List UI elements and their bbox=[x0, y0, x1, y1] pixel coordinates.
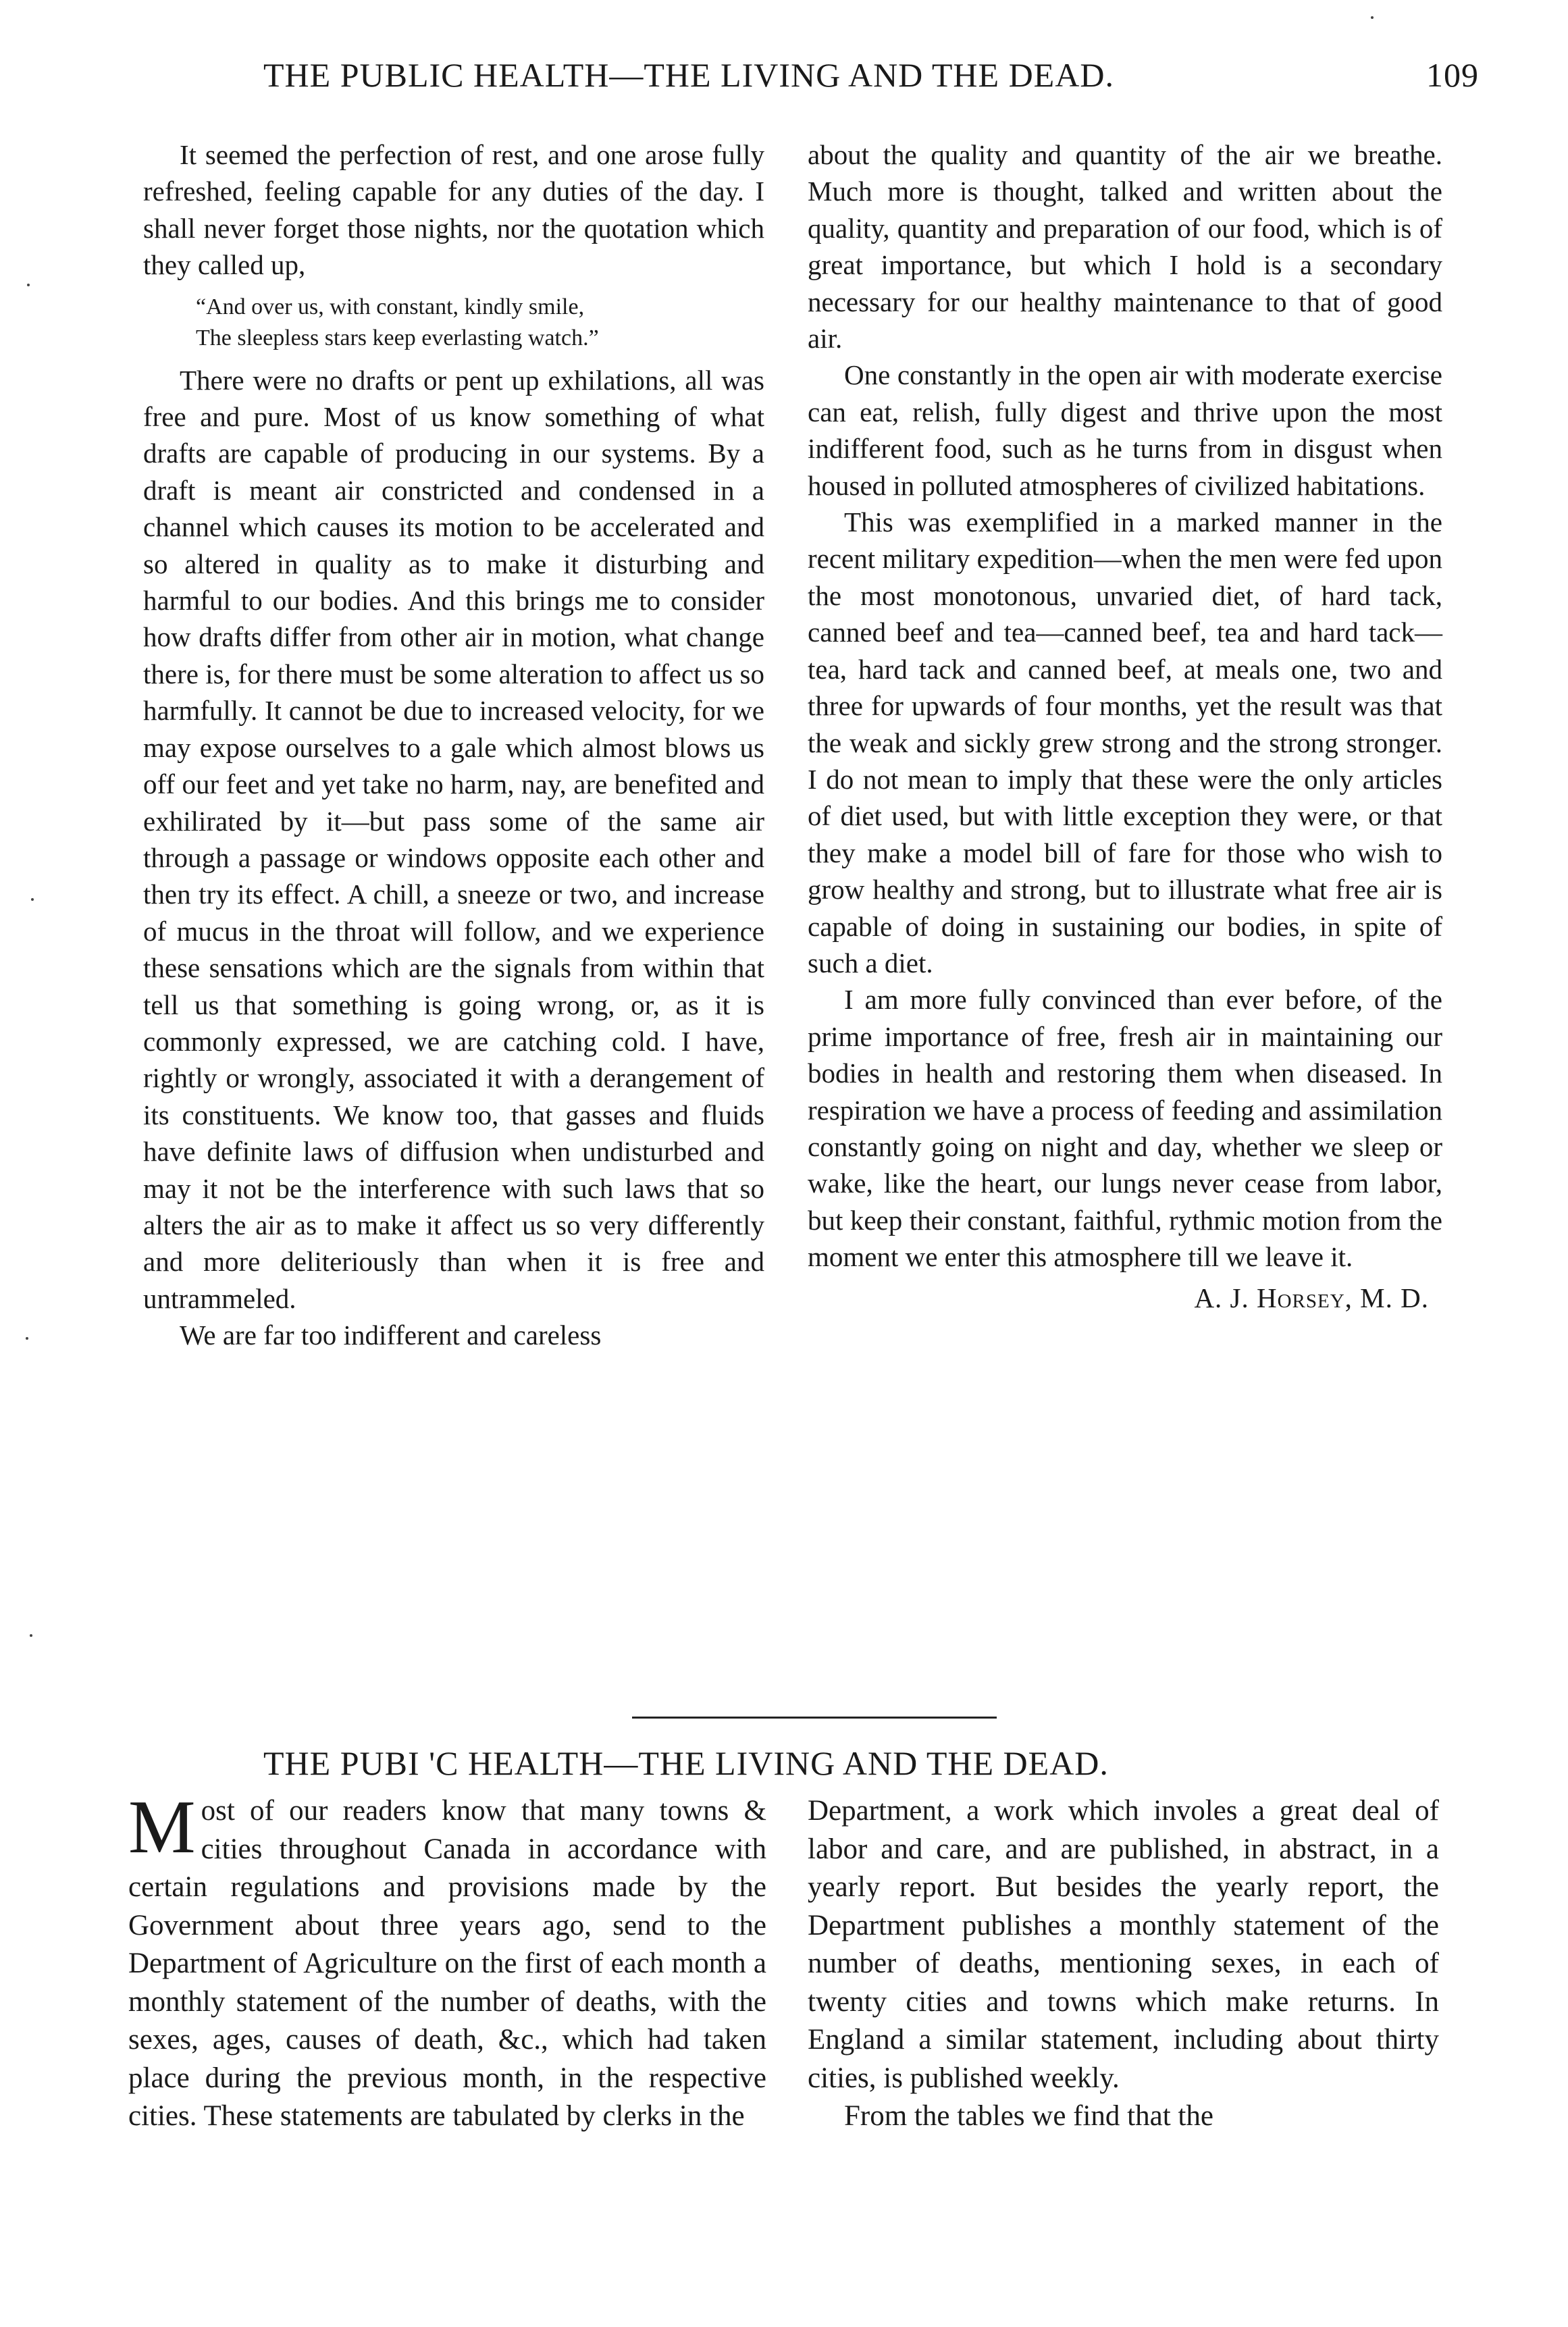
drop-cap: M bbox=[128, 1785, 196, 1869]
page-number: 109 bbox=[1426, 56, 1479, 94]
article2-title: THE PUBI 'C HEALTH—THE LIVING AND THE DEAD. bbox=[263, 1744, 1109, 1782]
verse-line: “And over us, with constant, kindly smile, bbox=[196, 294, 585, 319]
section-divider bbox=[632, 1717, 997, 1719]
scan-speck bbox=[31, 898, 34, 901]
paragraph: This was exemplified in a marked manner in the recent military expedition—when the men were fed upon the most monotonous, unvaried diet, of hard tack, canned beef and tea—canned beef, tea and hard tack—tea, hard tack and canned beef, at meals one, two and three for upwards of four months, yet the result was that the weak and sickly grew strong and the strong stronger. I do not mean to imply that these were the only articles of diet used, but with little exception they were, or that they make a model bill of fare for those who wish to grow healthy and strong, but to illustrate what free air is capable of doing in sustaining our bodies, in spite of such a diet. bbox=[808, 506, 1442, 978]
paragraph: One constantly in the open air with moderate exercise can eat, relish, fully digest and thrive upon the most indifferent food, such as he turns from in disgust when housed in polluted atmospheres of civilized habitations. bbox=[808, 359, 1442, 501]
running-title: THE PUBLIC HEALTH—THE LIVING AND THE DEAD. bbox=[263, 56, 1114, 94]
author-name: A. J. Horsey, M. D. bbox=[1194, 1282, 1429, 1313]
scan-speck bbox=[26, 1337, 28, 1340]
paragraph: From the tables we find that the bbox=[844, 2100, 1213, 2132]
paragraph-text: ost of our readers know that many towns & cities throughout Canada in accordance with certain regulations and provisions made by the Government about three years ago, send to the Department of Agriculture on the first of each month a monthly statement of the number of deaths, with the sexes, ages, causes of death, &c., which had taken place during the previous month, in the respective cities. These statements are tabulated by clerks in the bbox=[128, 1795, 766, 2132]
paragraph: about the quality and quantity of the air we breathe. Much more is thought, talked and written about the quality, quantity and preparation of our food, which is of great importance, but which I hold is a secondary necessary for our healthy maintenance to that of good air. bbox=[808, 139, 1442, 355]
paragraph: I am more fully convinced than ever before, of the prime importance of free, fresh air in maintaining our bodies in health and restoring them when diseased. In respiration we have a process of feeding and assimilation constantly going on night and day, whether we sleep or wake, like the heart, our lungs never cease from labor, but keep their constant, faithful, rythmic motion from the moment we enter this atmosphere till we leave it. bbox=[808, 984, 1442, 1273]
article1-right-column bbox=[808, 136, 1442, 1316]
running-head bbox=[263, 55, 1479, 116]
author-signature bbox=[808, 1280, 1442, 1316]
paragraph bbox=[128, 1785, 766, 2136]
scan-speck bbox=[1371, 16, 1374, 19]
verse-line: The sleepless stars keep everlasting watch.” bbox=[196, 325, 599, 350]
paragraph: It seemed the perfection of rest, and one arose fully refreshed, feeling capable for any duties of the day. I shall never forget those nights, nor the quotation which they called up, bbox=[143, 139, 764, 281]
scan-speck bbox=[30, 1634, 32, 1637]
paragraph: Department, a work which involes a great deal of labor and care, and are published, in abstract, in a yearly report. But besides the yearly report, the Department publishes a monthly statement of the number of deaths, mentioning sexes, in each of twenty cities and towns which make returns. In England a similar statement, including about thirty cities, is published weekly. bbox=[808, 1795, 1439, 2094]
scan-speck bbox=[27, 284, 30, 286]
article1-left-column bbox=[143, 136, 764, 1354]
article2-left-column bbox=[128, 1785, 766, 2136]
paragraph: There were no drafts or pent up exhilations, all was free and pure. Most of us know something of what drafts are capable of producing in our systems. By a draft is meant air constricted and condensed in a channel which causes its motion to be accelerated and so altered in quality as to make it disturbing and harmful to our bodies. And this brings me to consider how drafts differ from other air in motion, what change there is, for there must be some alteration to affect us so harmfully. It cannot be due to increased velocity, for we may expose ourselves to a gale which almost blows us off our feet and yet take no harm, nay, are benefited and exhilirated by it—but pass some of the same air through a passage or windows opposite each other and then try its effect. A chill, a sneeze or two, and increase of mucus in the throat will follow, and we experience these sensations which are the signals from within that tell us that something is going wrong, or, as it is commonly expressed, we are catching cold. I have, rightly or wrongly, associated it with a derangement of its constituents. We know too, that gasses and fluids have definite laws of diffusion when undisturbed and may it not be the interference with such laws that so alters the air as to make it affect us so very differently and more deliteriously than when it is free and untrammeled. bbox=[143, 364, 764, 1314]
paragraph: We are far too indifferent and careless bbox=[180, 1319, 602, 1351]
verse-quotation bbox=[196, 292, 764, 354]
article2-right-column bbox=[808, 1792, 1439, 2136]
